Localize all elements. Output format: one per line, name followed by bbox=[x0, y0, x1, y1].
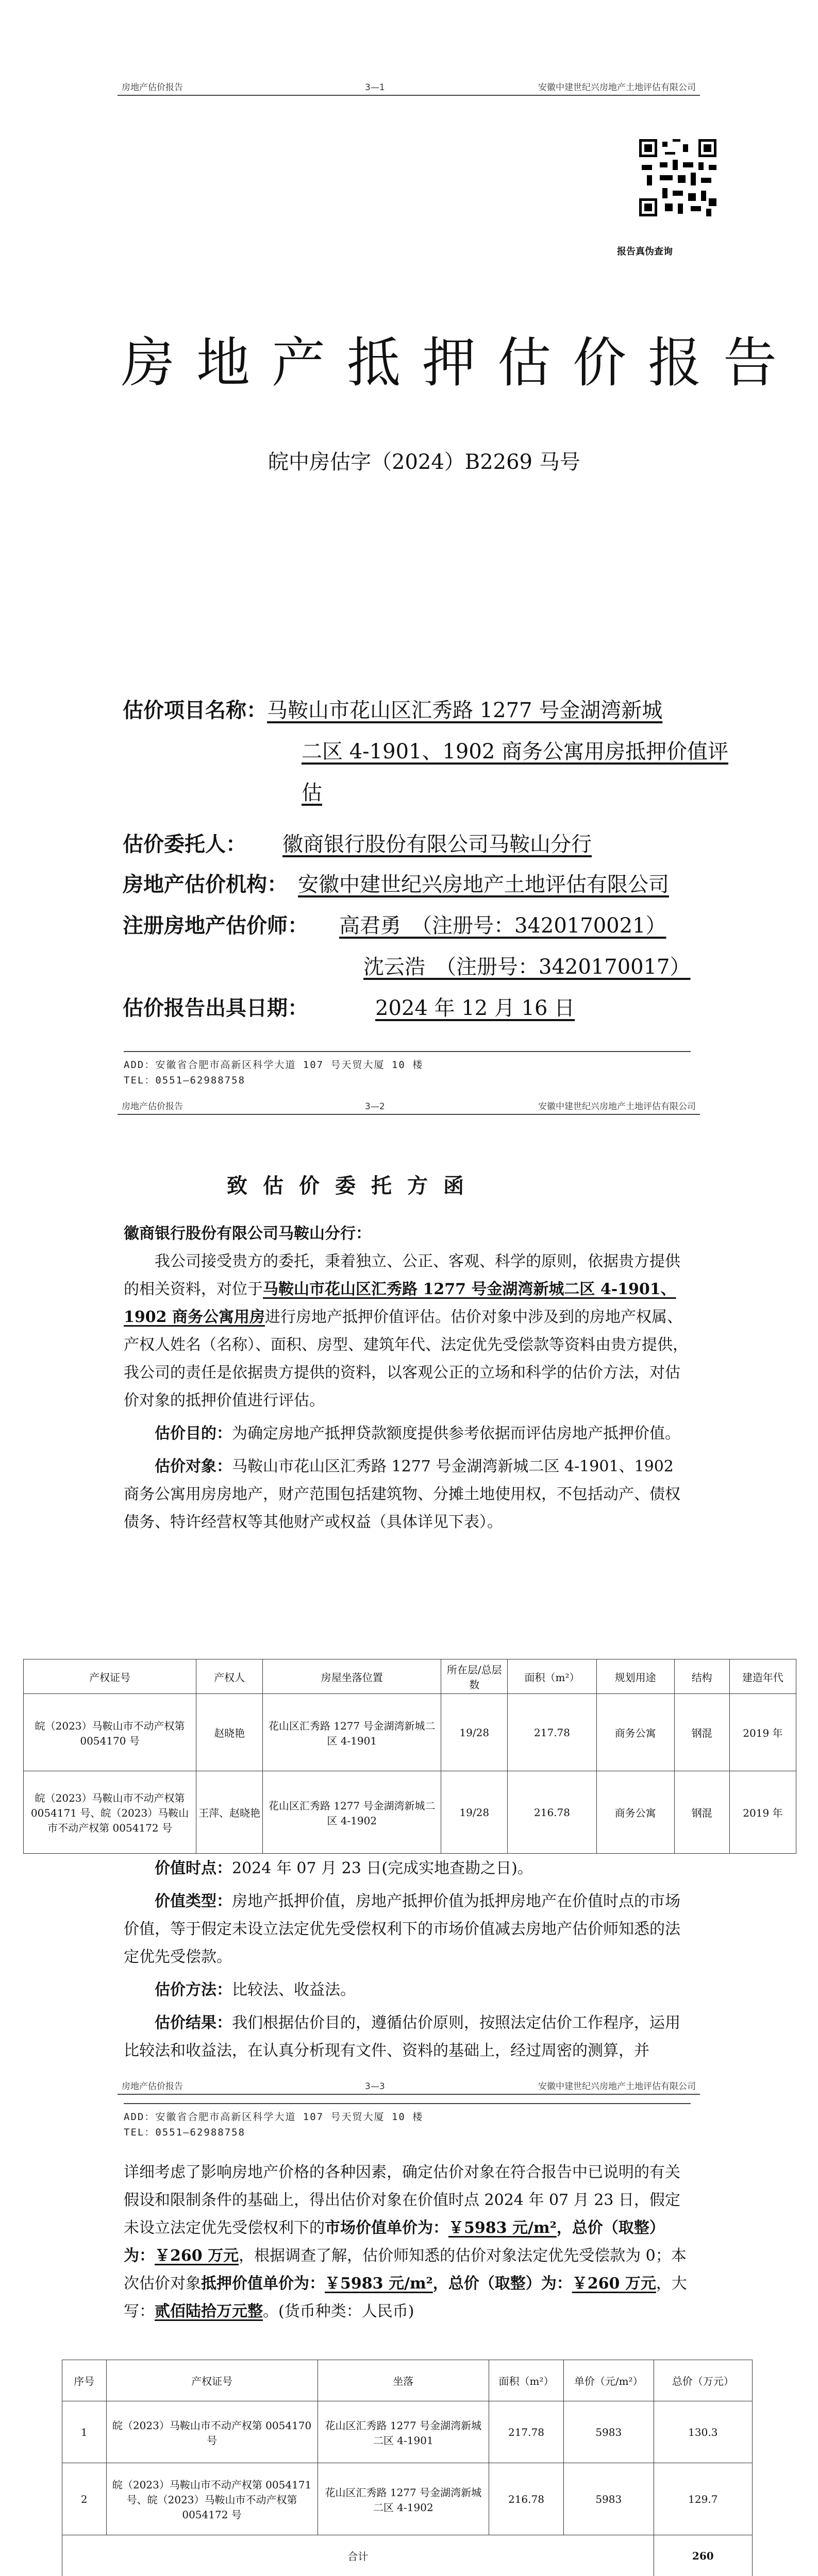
client-label: 估价委托人： bbox=[123, 832, 246, 856]
th-cert: 产权证号 bbox=[24, 1659, 196, 1694]
page2-footer bbox=[124, 2103, 691, 2140]
mortgage-unit-label: 抵押价值单价为： bbox=[201, 2275, 325, 2293]
header-left: 房地产估价报告 bbox=[122, 82, 183, 93]
table-header-row bbox=[62, 2360, 753, 2401]
letter-title: 致估价委托方函 bbox=[227, 1174, 479, 1198]
intro-text-a: 我公司接受贵方的委托，秉着独立、公正、客观、科学的原则，依据贵方提供的相关资料，对位于 bbox=[124, 1252, 680, 1298]
th-location: 房屋坐落位置 bbox=[263, 1659, 441, 1694]
footer-address: ADD：安徽省合肥市高新区科学大道 107 号天贸大厦 10 楼 bbox=[124, 2111, 424, 2123]
table-total-row bbox=[62, 2535, 753, 2576]
client-value: 徽商银行股份有限公司马鞍山分行 bbox=[282, 833, 592, 856]
cover-row-project-2 bbox=[302, 735, 728, 765]
cell-owner: 王萍、赵晓艳 bbox=[196, 1771, 263, 1854]
value-type-label: 价值类型： bbox=[155, 1892, 232, 1910]
cell-total-price: 130.3 bbox=[654, 2401, 752, 2463]
purpose-text: 为确定房地产抵押贷款额度提供参考依据而评估房地产抵押价值。 bbox=[232, 1425, 680, 1443]
report-title: 房地产抵押估价报告 bbox=[121, 331, 799, 394]
cell-index: 2 bbox=[62, 2463, 107, 2535]
object-text: 马鞍山市花山区汇秀路 1277 号金湖湾新城二区 4-1901、1902 商务公寓用房房地产，财产范围包括建筑物、分摊土地使用权，不包括动产、债权债务、特许经营权等其他财产或权益（具体详见下表）。 bbox=[124, 1458, 680, 1531]
header-page-no: 3—2 bbox=[365, 1101, 385, 1112]
th-index: 序号 bbox=[62, 2360, 107, 2401]
cell-location: 花山区汇秀路 1277 号金湖湾新城二区 4-1901 bbox=[318, 2401, 489, 2463]
header-left: 房地产估价报告 bbox=[122, 2081, 183, 2092]
footer-tel: TEL：0551—62988758 bbox=[124, 2127, 246, 2138]
cell-location: 花山区汇秀路 1277 号金湖湾新城二区 4-1902 bbox=[318, 2463, 489, 2535]
cell-location: 花山区汇秀路 1277 号金湖湾新城二区 4-1902 bbox=[263, 1771, 441, 1854]
letter-body-2 bbox=[124, 1855, 691, 2065]
cell-unit-price: 5983 bbox=[563, 2463, 654, 2535]
th-usage: 规划用途 bbox=[596, 1659, 674, 1694]
th-cert: 产权证号 bbox=[106, 2360, 318, 2401]
market-total-price: ￥260 万元 bbox=[155, 2247, 239, 2265]
market-unit-price: ￥5983 元/m² bbox=[448, 2219, 557, 2237]
cell-area: 217.78 bbox=[489, 2401, 564, 2463]
th-area: 面积（m²） bbox=[489, 2360, 564, 2401]
th-area: 面积（m²） bbox=[508, 1659, 596, 1694]
project-name-value-2: 二区 4-1901、1902 商务公寓用房抵押价值评 bbox=[302, 740, 728, 764]
cell-usage: 商务公寓 bbox=[596, 1771, 674, 1854]
property-table bbox=[23, 1659, 796, 1854]
th-unit-price: 单价（元/m²） bbox=[563, 2360, 654, 2401]
document-number: 皖中房估字（2024）B2269 马号 bbox=[268, 450, 580, 474]
cell-owner: 赵晓艳 bbox=[196, 1694, 263, 1771]
qr-caption: 报告真伪查询 bbox=[617, 246, 673, 257]
timepoint-text: 2024 年 07 月 23 日(完成实地查勘之日)。 bbox=[232, 1859, 533, 1877]
cell-usage: 商务公寓 bbox=[596, 1694, 674, 1771]
intro-text-c: 进行房地产抵押价值评估。估价对象中涉及到的房地产权属、产权人姓名（名称）、面积、房型、建筑年代、法定优先受偿款等资料由贵方提供，我公司的责任是依据贵方提供的资料，以客观公正的立场和科学的估价方法，对估价对象的抵押价值进行评估。 bbox=[124, 1308, 688, 1410]
cell-total-value: 260 bbox=[654, 2535, 752, 2576]
cell-floor: 19/28 bbox=[441, 1771, 508, 1854]
th-year: 建造年代 bbox=[729, 1659, 796, 1694]
result-text-b: ，根据调查了解，估价师知悉的估价对象法定优先受偿款为 0；本次估价对象 bbox=[124, 2247, 687, 2293]
cell-location: 花山区汇秀路 1277 号金湖湾新城二区 4-1901 bbox=[263, 1694, 441, 1771]
result-text-full bbox=[124, 2159, 691, 2326]
th-structure: 结构 bbox=[674, 1659, 729, 1694]
footer-address: ADD：安徽省合肥市高新区科学大道 107 号天贸大厦 10 楼 bbox=[124, 1059, 424, 1071]
appraiser-label: 注册房地产估价师： bbox=[123, 913, 308, 938]
cover-row-appraiser-2 bbox=[363, 951, 691, 980]
cell-index: 1 bbox=[62, 2401, 107, 2463]
table-row bbox=[24, 1694, 796, 1771]
cover-row-date bbox=[123, 992, 575, 1021]
th-owner: 产权人 bbox=[196, 1659, 263, 1694]
method-text: 比较法、收益法。 bbox=[232, 1981, 356, 1999]
valuation-table bbox=[62, 2360, 753, 2576]
project-name-value: 马鞍山市花山区汇秀路 1277 号金湖湾新城 bbox=[267, 699, 663, 722]
table-row bbox=[24, 1771, 796, 1854]
object-label: 估价对象： bbox=[155, 1458, 232, 1476]
cell-unit-price: 5983 bbox=[563, 2401, 654, 2463]
header-left: 房地产估价报告 bbox=[122, 1101, 183, 1112]
project-name-value-3: 估 bbox=[302, 781, 322, 805]
page1-header bbox=[118, 77, 700, 96]
header-right: 安徽中建世纪兴房地产土地评估有限公司 bbox=[538, 1101, 696, 1112]
cell-structure: 钢混 bbox=[674, 1771, 729, 1854]
cell-cert: 皖（2023）马鞍山市不动产权第 0054171 号、皖（2023）马鞍山市不动产权第 0054172 号 bbox=[106, 2463, 318, 2535]
cell-area: 217.78 bbox=[508, 1694, 596, 1771]
cover-row-appraiser-1 bbox=[123, 909, 666, 939]
report-date-label: 估价报告出具日期： bbox=[123, 996, 308, 1020]
method-label: 估价方法： bbox=[155, 1981, 232, 1999]
result-label: 估价结果： bbox=[155, 2014, 232, 2032]
letter-purpose bbox=[124, 1420, 691, 1448]
cell-structure: 钢混 bbox=[674, 1694, 729, 1771]
cover-row-project bbox=[123, 694, 662, 723]
page1-footer bbox=[124, 1051, 691, 1088]
table-row bbox=[62, 2463, 753, 2535]
cover-row-agency bbox=[123, 868, 669, 897]
cell-floor: 19/28 bbox=[441, 1694, 508, 1771]
cell-total-price: 129.7 bbox=[654, 2463, 752, 2535]
table-header-row bbox=[24, 1659, 796, 1694]
currency-note: 。(货币种类：人民币) bbox=[263, 2302, 414, 2320]
intro-property: 马鞍山市花山区汇秀路 1277 号金湖湾新城二区 4-1901、1902 商务公寓用房 bbox=[124, 1280, 676, 1326]
uppercase-amount: 贰佰陆拾万元整 bbox=[155, 2302, 263, 2320]
purpose-label: 估价目的： bbox=[155, 1425, 232, 1443]
result-paragraph bbox=[124, 2159, 691, 2326]
appraiser-2-value: 沈云浩 （注册号：3420170017） bbox=[363, 955, 691, 979]
cell-year: 2019 年 bbox=[729, 1771, 796, 1854]
cell-cert: 皖（2023）马鞍山市不动产权第 0054170 号 bbox=[106, 2401, 318, 2463]
page3-header bbox=[118, 2076, 700, 2095]
cell-total-label: 合计 bbox=[62, 2535, 654, 2576]
header-page-no: 3—1 bbox=[365, 82, 385, 93]
cell-cert: 皖（2023）马鞍山市不动产权第 0054170 号 bbox=[24, 1694, 196, 1771]
result-text-a: 详细考虑了影响房地产价格的各种因素，确定估价对象在符合报告中已说明的有关假设和限制条件的基础上，得出估价对象在价值时点 2024 年 07 月 23 日，假定未设立法定优先受偿权利下的 bbox=[124, 2163, 680, 2237]
cover-row-project-3 bbox=[302, 776, 322, 806]
mortgage-total-price: ￥260 万元 bbox=[572, 2275, 656, 2293]
th-floor: 所在层/总层数 bbox=[441, 1659, 508, 1694]
cell-area: 216.78 bbox=[508, 1771, 596, 1854]
page2-header bbox=[118, 1096, 700, 1115]
header-right: 安徽中建世纪兴房地产土地评估有限公司 bbox=[538, 82, 696, 93]
th-total-price: 总价（万元） bbox=[654, 2360, 752, 2401]
agency-label: 房地产估价机构： bbox=[123, 872, 288, 896]
letter-method bbox=[124, 1976, 691, 2004]
letter-body bbox=[124, 1220, 691, 1536]
market-unit-label: 市场价值单价为： bbox=[325, 2219, 448, 2237]
appraiser-1-value: 高君勇 （注册号：3420170021） bbox=[339, 914, 666, 938]
value-type-text: 房地产抵押价值，房地产抵押价值为抵押房地产在价值时点的市场价值，等于假定未设立法定优先受偿权利下的市场价值减去房地产估价师知悉的法定优先受偿款。 bbox=[124, 1892, 680, 1966]
uppercase-label: ，大写： bbox=[124, 2275, 687, 2320]
letter-value-type bbox=[124, 1888, 691, 1971]
header-right: 安徽中建世纪兴房地产土地评估有限公司 bbox=[538, 2081, 696, 2092]
report-date-value: 2024 年 12 月 16 日 bbox=[375, 996, 575, 1020]
table-row bbox=[62, 2401, 753, 2463]
cell-cert: 皖（2023）马鞍山市不动产权第 0054171 号、皖（2023）马鞍山市不动产权第 0054172 号 bbox=[24, 1771, 196, 1854]
th-location: 坐落 bbox=[318, 2360, 489, 2401]
letter-result bbox=[124, 2009, 691, 2065]
cover-row-client bbox=[123, 828, 592, 857]
qr-code-icon bbox=[639, 139, 716, 216]
market-total-label: ，总价（取整）为： bbox=[124, 2219, 665, 2265]
project-name-label: 估价项目名称： bbox=[123, 698, 267, 722]
header-page-no: 3—3 bbox=[365, 2081, 385, 2092]
mortgage-unit-price: ￥5983 元/m² bbox=[325, 2275, 433, 2293]
letter-intro bbox=[124, 1248, 691, 1415]
cell-area: 216.78 bbox=[489, 2463, 564, 2535]
letter-object bbox=[124, 1453, 691, 1536]
timepoint-label: 价值时点： bbox=[155, 1859, 232, 1877]
result-text: 我们根据估价目的，遵循估价原则，按照法定估价工作程序，运用比较法和收益法，在认真分析现有文件、资料的基础上，经过周密的测算，并 bbox=[124, 2014, 680, 2060]
footer-tel: TEL：0551—62988758 bbox=[124, 1075, 246, 1086]
letter-timepoint bbox=[124, 1855, 691, 1883]
cell-year: 2019 年 bbox=[729, 1694, 796, 1771]
agency-value: 安徽中建世纪兴房地产土地评估有限公司 bbox=[298, 873, 669, 896]
letter-addressee: 徽商银行股份有限公司马鞍山分行： bbox=[124, 1225, 371, 1243]
mortgage-total-label: ，总价（取整）为： bbox=[432, 2275, 572, 2293]
